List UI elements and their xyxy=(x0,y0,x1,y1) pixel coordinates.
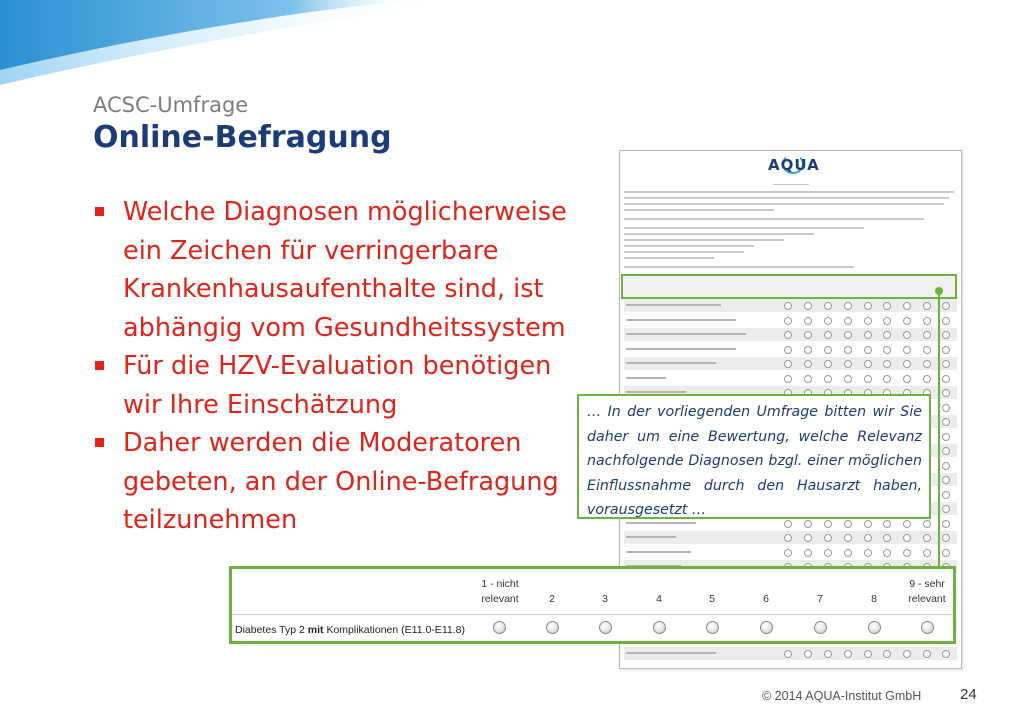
thumbnail-radio xyxy=(784,375,792,383)
thumbnail-radio xyxy=(784,650,792,658)
thumbnail-radio xyxy=(864,317,872,325)
thumbnail-radio xyxy=(942,505,950,513)
thumbnail-radio xyxy=(864,534,872,542)
thumbnail-radio xyxy=(923,302,931,310)
thumbnail-radio xyxy=(804,302,812,310)
thumbnail-radio xyxy=(883,317,891,325)
intro-text-line xyxy=(624,227,864,229)
thumbnail-radio xyxy=(903,534,911,542)
bullet-square-icon xyxy=(95,207,104,216)
thumbnail-radio xyxy=(903,317,911,325)
thumbnail-radio xyxy=(864,331,872,339)
intro-text-line xyxy=(624,266,854,268)
thumbnail-radio xyxy=(804,317,812,325)
thumbnail-radio xyxy=(942,360,950,368)
thumbnail-row-label xyxy=(626,362,716,364)
thumbnail-radio xyxy=(883,360,891,368)
intro-text-line xyxy=(624,245,754,247)
callout-text: … In der vorliegenden Umfrage bitten wir Sie daher um eine Bewertung, welche Relevanz nachfolgende Diagnosen bzgl. einer möglichen Einflussnahme durch den Hausarzt haben, vorausgesetzt … xyxy=(587,404,922,518)
thumbnail-radio xyxy=(804,375,812,383)
thumbnail-radio xyxy=(923,331,931,339)
thumbnail-radio xyxy=(784,534,792,542)
rating-radio-9[interactable] xyxy=(921,621,934,634)
connector-dot xyxy=(935,287,943,295)
thumbnail-radio xyxy=(824,302,832,310)
scale-label-9: 9 - sehr relevant xyxy=(908,578,946,605)
thumbnail-radio xyxy=(883,549,891,557)
thumbnail-radio xyxy=(903,331,911,339)
thumbnail-row-label xyxy=(626,319,736,321)
thumbnail-radio xyxy=(804,650,812,658)
intro-text-line xyxy=(624,209,774,211)
thumbnail-radio xyxy=(923,534,931,542)
thumbnail-radio xyxy=(903,375,911,383)
thumbnail-radio xyxy=(864,375,872,383)
thumbnail-row-label xyxy=(626,333,746,335)
scale-label-7: 7 xyxy=(817,593,823,605)
thumbnail-radio xyxy=(923,650,931,658)
thumbnail-radio xyxy=(942,418,950,426)
thumbnail-radio xyxy=(824,375,832,383)
rating-radio-4[interactable] xyxy=(653,621,666,634)
thumbnail-rating-row xyxy=(624,343,957,356)
thumbnail-radio xyxy=(942,491,950,499)
thumbnail-radio xyxy=(804,331,812,339)
thumbnail-row-label xyxy=(626,304,721,306)
thumbnail-rating-row xyxy=(624,299,957,312)
bullet-item: Daher werden die Moderatoren gebeten, an der Online-Befragung teilzunehmen xyxy=(92,424,592,540)
rating-radio-5[interactable] xyxy=(706,621,719,634)
page-number: 24 xyxy=(960,686,977,703)
rating-radio-6[interactable] xyxy=(760,621,773,634)
logo-underline xyxy=(773,184,809,185)
thumbnail-radio xyxy=(942,433,950,441)
bullet-list xyxy=(92,193,592,540)
thumbnail-radio xyxy=(923,520,931,528)
thumbnail-radio xyxy=(903,360,911,368)
thumbnail-radio xyxy=(942,476,950,484)
thumbnail-radio xyxy=(844,302,852,310)
thumbnail-radio xyxy=(942,447,950,455)
thumbnail-radio xyxy=(883,650,891,658)
thumbnail-row-label xyxy=(626,391,686,393)
thumbnail-radio xyxy=(864,360,872,368)
intro-text-line xyxy=(624,239,784,241)
thumbnail-radio xyxy=(844,650,852,658)
thumbnail-radio xyxy=(942,346,950,354)
quote-callout xyxy=(577,394,931,519)
thumbnail-radio xyxy=(923,317,931,325)
thumbnail-rating-row xyxy=(624,647,957,660)
aqua-logo: AQUA xyxy=(768,156,820,174)
thumbnail-radio xyxy=(844,346,852,354)
thumbnail-radio xyxy=(883,534,891,542)
intro-text-line xyxy=(624,251,744,253)
thumbnail-radio xyxy=(824,549,832,557)
thumbnail-row-label xyxy=(626,377,666,379)
thumbnail-radio xyxy=(923,346,931,354)
thumbnail-radio xyxy=(883,375,891,383)
slide-title: Online-Befragung xyxy=(93,120,392,155)
thumbnail-rating-row xyxy=(624,372,957,385)
rating-radio-3[interactable] xyxy=(599,621,612,634)
thumbnail-radio xyxy=(942,650,950,658)
scale-label-5: 5 xyxy=(709,593,715,605)
thumbnail-radio xyxy=(824,650,832,658)
thumbnail-radio xyxy=(844,375,852,383)
thumbnail-radio xyxy=(942,534,950,542)
thumbnail-radio xyxy=(903,549,911,557)
intro-text-line xyxy=(624,233,814,235)
thumbnail-row-label xyxy=(626,536,676,538)
thumbnail-radio xyxy=(784,549,792,557)
thumbnail-radio xyxy=(844,331,852,339)
thumbnail-radio xyxy=(844,549,852,557)
thumbnail-radio xyxy=(903,302,911,310)
intro-text-line xyxy=(624,197,949,199)
slide-subtitle: ACSC-Umfrage xyxy=(93,93,249,117)
thumbnail-radio xyxy=(844,360,852,368)
thumbnail-rating-row xyxy=(624,357,957,370)
thumbnail-radio xyxy=(824,534,832,542)
thumbnail-radio xyxy=(844,317,852,325)
thumbnail-radio xyxy=(942,317,950,325)
intro-text-line xyxy=(624,257,714,259)
thumbnail-row-label xyxy=(626,652,716,654)
thumbnail-radio xyxy=(784,317,792,325)
copyright-notice: © 2014 AQUA-Institut GmbH xyxy=(762,689,922,703)
thumbnail-radio xyxy=(864,549,872,557)
bullet-square-icon xyxy=(95,438,104,447)
thumbnail-rating-row xyxy=(624,531,957,544)
diagnosis-label: Diabetes Typ 2 mit Komplikationen (E11.0-E11.8) xyxy=(235,624,465,636)
thumbnail-radio xyxy=(942,549,950,557)
thumbnail-radio xyxy=(942,520,950,528)
table-divider xyxy=(232,614,953,615)
thumbnail-rating-row xyxy=(624,328,957,341)
thumbnail-radio xyxy=(923,549,931,557)
header-swoosh xyxy=(0,0,480,90)
connector-line xyxy=(938,291,940,607)
thumbnail-radio xyxy=(804,346,812,354)
thumbnail-rating-row xyxy=(624,546,957,559)
thumbnail-radio xyxy=(923,375,931,383)
thumbnail-radio xyxy=(824,331,832,339)
thumbnail-radio xyxy=(784,302,792,310)
thumbnail-radio xyxy=(903,650,911,658)
thumbnail-radio xyxy=(804,549,812,557)
thumbnail-radio xyxy=(804,534,812,542)
thumbnail-radio xyxy=(883,331,891,339)
thumbnail-radio xyxy=(784,360,792,368)
header-highlight-box xyxy=(621,274,957,299)
zoomed-rating-table xyxy=(229,566,956,644)
thumbnail-radio xyxy=(923,360,931,368)
thumbnail-row-label xyxy=(626,551,691,553)
thumbnail-radio xyxy=(804,360,812,368)
scale-label-8: 8 xyxy=(871,593,877,605)
rating-radio-7[interactable] xyxy=(814,621,827,634)
intro-text-line xyxy=(624,191,954,193)
thumbnail-radio xyxy=(942,462,950,470)
scale-label-1: 1 - nicht relevant xyxy=(481,578,519,605)
thumbnail-radio xyxy=(903,346,911,354)
thumbnail-radio xyxy=(883,302,891,310)
thumbnail-radio xyxy=(864,346,872,354)
thumbnail-radio xyxy=(883,346,891,354)
thumbnail-radio xyxy=(864,650,872,658)
thumbnail-radio xyxy=(784,331,792,339)
scale-label-2: 2 xyxy=(549,593,555,605)
thumbnail-row-label xyxy=(626,348,736,350)
thumbnail-radio xyxy=(942,375,950,383)
scale-label-6: 6 xyxy=(763,593,769,605)
thumbnail-radio xyxy=(864,302,872,310)
rating-radio-2[interactable] xyxy=(546,621,559,634)
thumbnail-radio xyxy=(942,404,950,412)
thumbnail-radio xyxy=(844,534,852,542)
thumbnail-rating-row xyxy=(624,314,957,327)
thumbnail-radio xyxy=(824,346,832,354)
thumbnail-radio xyxy=(824,360,832,368)
intro-text-line xyxy=(624,203,944,205)
thumbnail-radio xyxy=(824,317,832,325)
intro-text-line xyxy=(624,218,924,220)
bullet-item: Welche Diagnosen möglicherweise ein Zeichen für verringerbare Krankenhausaufenthalte sind, ist abhängig vom Gesundheitssystem xyxy=(92,193,592,347)
bullet-square-icon xyxy=(95,361,104,370)
scale-label-3: 3 xyxy=(602,593,608,605)
rating-radio-1[interactable] xyxy=(493,621,506,634)
thumbnail-radio xyxy=(784,346,792,354)
rating-radio-8[interactable] xyxy=(868,621,881,634)
thumbnail-radio xyxy=(942,331,950,339)
thumbnail-radio xyxy=(942,302,950,310)
scale-label-4: 4 xyxy=(656,593,662,605)
bullet-item: Für die HZV-Evaluation benötigen wir Ihre Einschätzung xyxy=(92,347,592,424)
thumbnail-radio xyxy=(942,389,950,397)
